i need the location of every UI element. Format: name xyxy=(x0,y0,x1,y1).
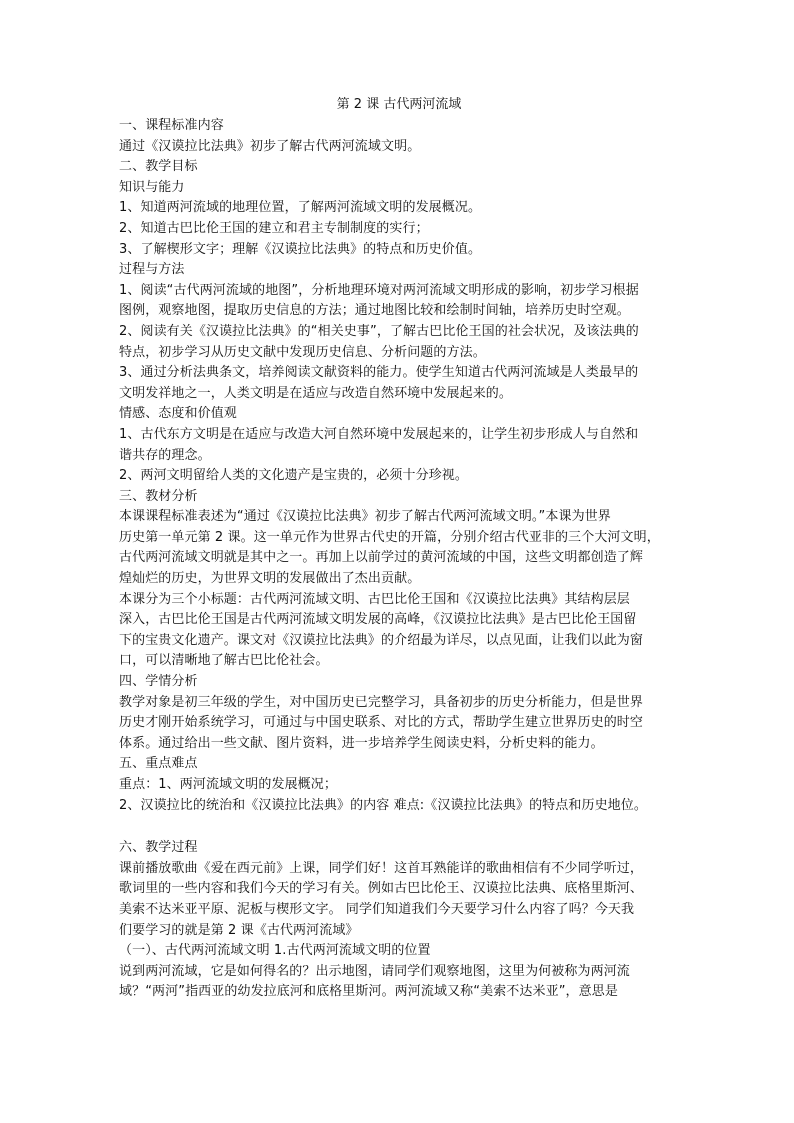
body-text-section-1 xyxy=(119,116,679,816)
text-line: 文明发祥地之一，人类文明是在适应与改造自然环境中发展起来的。 xyxy=(119,385,513,401)
text-line: 1、阅读“古代两河流域的地图”，分析地理环境对两河流域文明形成的影响，初步学习根据 xyxy=(119,282,639,298)
text-line: 一、课程标准内容 xyxy=(119,118,224,133)
text-line: 古代两河流域文明就是其中之一。再加上以前学过的黄河流域的中国，这些文明都创造了辉 xyxy=(119,550,644,566)
document-page xyxy=(119,95,679,1003)
text-line: 美索不达米亚平原、泥板与楔形文字。 同学们知道我们今天要学习什么内容了吗？今天我 xyxy=(119,901,635,917)
text-line: 谐共存的理念。 xyxy=(119,447,211,463)
text-line: 重点：1、两河流域文明的发展概况； xyxy=(119,777,337,792)
text-line: 口，可以清晰地了解古巴比伦社会。 xyxy=(119,653,329,669)
text-line: 下的宝贵文化遗产。课文对《汉谟拉比法典》的介绍最为详尽，以点见面，让我们以此为窗 xyxy=(119,632,644,648)
text-line: 教学对象是初三年级的学生，对中国历史已完整学习，具备初步的历史分析能力，但是世界 xyxy=(119,694,644,710)
text-line: 2、阅读有关《汉谟拉比法典》的“相关史事”，了解古巴比伦王国的社会状况，及该法典的 xyxy=(119,323,639,339)
text-line: 五、重点难点 xyxy=(119,756,198,772)
text-line: 图例，观察地图，提取历史信息的方法；通过地图比较和绘制时间轴，培养历史时空观。 xyxy=(119,303,630,319)
blank-line xyxy=(119,816,679,838)
text-line: 3、通过分析法典条文，培养阅读文献资料的能力。使学生知道古代两河流域是人类最早的 xyxy=(119,365,639,381)
text-line: 知识与能力 xyxy=(119,179,185,195)
text-line: 课前播放歌曲《爱在西元前》上课，同学们好！这首耳熟能详的歌曲相信有不少同学听过， xyxy=(119,860,644,876)
text-line: 们要学习的就是第 2 课《古代两河流域》 xyxy=(119,922,359,938)
text-line: 六、教学过程 xyxy=(119,840,198,856)
text-line: 情感、态度和价值观 xyxy=(119,406,237,422)
text-line: 历史才刚开始系统学习，可通过与中国史联系、对比的方式，帮助学生建立世界历史的时空 xyxy=(119,715,644,731)
text-line: 域？“两河”指西亚的幼发拉底河和底格里斯河。两河流域又称“美索不达米亚”，意思是 xyxy=(119,984,618,1000)
page-title: 第 2 课 古代两河流域 xyxy=(336,97,462,112)
text-line: 通过《汉谟拉比法典》初步了解古代两河流域文明。 xyxy=(119,138,421,154)
text-line: 说到两河流域，它是如何得名的？出示地图，请同学们观察地图，这里为何被称为两河流 xyxy=(119,963,630,979)
text-line: 过程与方法 xyxy=(119,262,185,278)
text-line: 本课分为三个小标题：古代两河流域文明、古巴比伦王国和《汉谟拉比法典》其结构层层 xyxy=(119,591,630,607)
text-line: 本课课程标准表述为“通过《汉谟拉比法典》初步了解古代两河流域文明。”本课为世界 xyxy=(119,509,611,525)
text-line: 2、两河文明留给人类的文化遗产是宝贵的，必须十分珍视。 xyxy=(119,468,468,484)
text-line: 煌灿烂的历史，为世界文明的发展做出了杰出贡献。 xyxy=(119,571,421,587)
text-line: 2、汉谟拉比的统治和《汉谟拉比法典》的内容 难点:《汉谟拉比法典》的特点和历史地位。 xyxy=(119,797,647,813)
text-line: （一）、古代两河流域文明 1.古代两河流域文明的位置 xyxy=(119,943,431,959)
text-line: 深入，古巴比伦王国是古代两河流域文明发展的高峰，《汉谟拉比法典》是古巴比伦王国留 xyxy=(119,612,637,628)
text-line: 特点，初步学习从历史文献中发现历史信息、分析问题的方法。 xyxy=(119,344,486,360)
text-line: 四、学情分析 xyxy=(119,674,198,690)
body-text-section-2 xyxy=(119,838,679,1003)
text-line: 1、古代东方文明是在适应与改造大河自然环境中发展起来的，让学生初步形成人与自然和 xyxy=(119,426,639,442)
text-line: 二、教学目标 xyxy=(119,159,198,175)
text-line: 3、了解楔形文字；理解《汉谟拉比法典》的特点和历史价值。 xyxy=(119,241,482,257)
text-line: 体系。通过给出一些文献、图片资料，进一步培养学生阅读史料，分析史料的能力。 xyxy=(119,735,604,751)
text-line: 2、知道古巴比伦王国的建立和君主专制制度的实行； xyxy=(119,220,429,236)
text-line: 三、教材分析 xyxy=(119,488,198,504)
text-line: 1、知道两河流域的地理位置，了解两河流域文明的发展概况。 xyxy=(119,200,482,216)
text-line: 历史第一单元第 2 课。这一单元作为世界古代史的开篇，分别介绍古代亚非的三个大河文明， xyxy=(119,529,660,545)
text-line: 歌词里的一些内容和我们今天的学习有关。例如古巴比伦王、汉谟拉比法典、底格里斯河、 xyxy=(119,881,644,897)
